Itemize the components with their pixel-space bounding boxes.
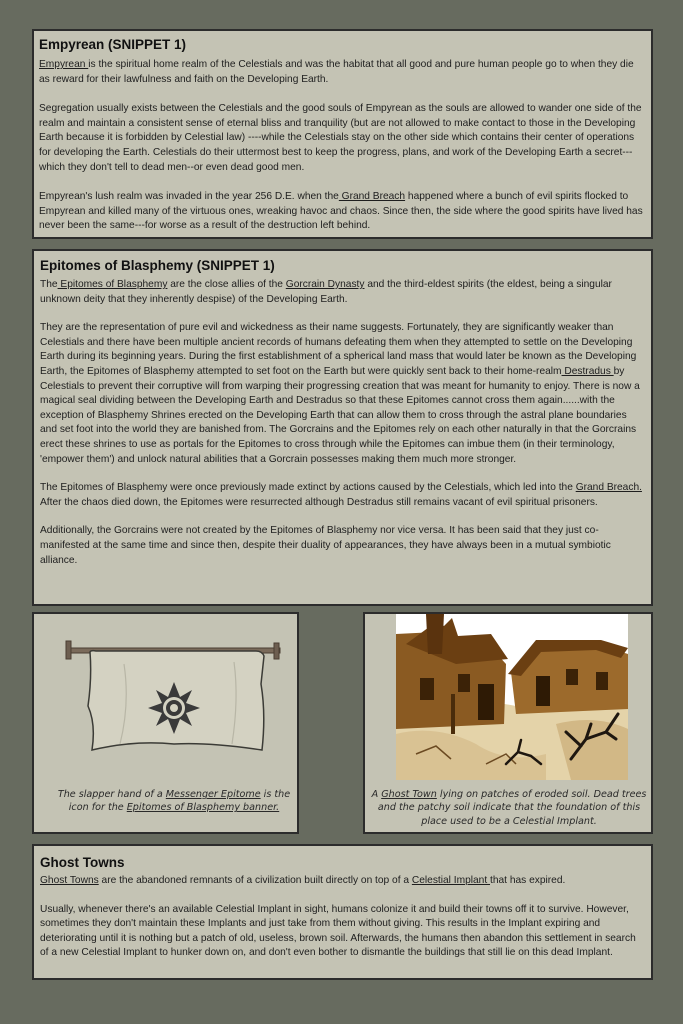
ghost-towns-paragraph-2: Usually, whenever there's an available Celestial Implant in sight, humans colonize it and build their towns off it to survive. However, sometimes they don't maintain these Implants and just take from them without giving. This results in the Implant expiring and deteriorating until it is nothing but a patch of old, useless, brown soil. Afterwards, the humans then abandon this settlement in search of a new Celestial Implant to hunker down on, and don't even bother to dismantle the buildings that still lie on this dead Implant. [40,903,636,959]
epitomes-paragraph-4: Additionally, the Gorcrains were not created by the Epitomes of Blasphemy nor vice versa. It has been said that they just co-manifested at the same time and since then, despite their duality of appearances, they have always been in a mutual symbiotic alliance. [40,525,611,566]
epitomes-paragraph-1: The Epitomes of Blasphemy are the close allies of the Gorcrain Dynasty and the third-eldest spirits (the eldest, being a singular unknown deity that they inherently despise) of the Developing Earth. [40,279,612,305]
ruin-door [536,676,550,706]
ghost-town-image-card [363,612,653,834]
banner-image-card [32,612,299,834]
banner-caption: The slapper hand of a Messenger Epitome is the icon for the Epitomes of Blasphemy banner. [57,789,291,814]
epitomes-of-blasphemy-link[interactable]: Epitomes of Blasphemy [57,279,168,290]
gorcrain-dynasty-link[interactable]: Gorcrain Dynasty [285,279,365,290]
epitomes-paragraph-2: They are the representation of pure evil and wickedness as their name suggests. Fortunately, they are significantly weaker than Celestials and there have been multiple ancient records of humans defeating them when they attempted to settle on the Developing Earth during its beginning years. During the first establishment of a spherical land mass that would later be known as the Developing Earth, the Epitomes of Blasphemy attempted to set foot on the Earth but were quickly sent back to their home-realm Destradus by Celestials to prevent their corruptive will from warping their progressing creation that was meant for humanity to enjoy. There is now a magical seal dividing between the Developing Earth and Destradus so that these Epitomes cannot cross them again......with the exception of Blasphemy Shrines erected on the Developing Earth that can allow them to cross through the astral plane boundaries and set foot into the world they are banished from. The Gorcrains and the Epitomes rely on each other naturally in that the Gorcrains erect these shrines to use as portals for the Epitomes to cross through while the Epitomes can imbue them (in their terminology, 'empower them') and unlock natural abilities that a Gorcrain possesses making them much more stronger. [40,322,640,465]
epitomes-banner-link[interactable]: Epitomes of Blasphemy banner. [126,802,280,814]
ruin-window [420,678,434,700]
grand-breach-link[interactable]: Grand Breach [338,191,406,203]
ruin-window [458,674,470,692]
grand-breach-link-2[interactable]: Grand Breach. [575,482,642,494]
epitomes-paragraph-3: The Epitomes of Blasphemy were once previously made extinct by actions caused by the Celestials, which led into the Grand Breach. After the chaos died down, the Epitomes were resurrected although Destradus still remains vacant of evil spiritual prisoners. [40,482,642,508]
empyrean-paragraph-3: Empyrean's lush realm was invaded in the year 256 D.E. when the Grand Breach happened where a bunch of evil spirits flocked to Empyrean and killed many of the virtuous ones, wreaking havoc and chaos. Since then, the side where the good spirits have lived has never been the same---for worse as a result of the destruction left behind. [39,191,643,232]
empyrean-title: Empyrean (SNIPPET 1) [39,37,187,52]
ruin-tower [426,614,444,654]
ghost-town-link[interactable]: Ghost Town [381,789,437,800]
destradus-link[interactable]: Destradus [561,365,614,377]
messenger-epitome-link[interactable]: Messenger Epitome [165,789,261,800]
ruin-door [478,684,494,720]
ghost-town-caption: A Ghost Town lying on patches of eroded soil. Dead trees and the patchy soil indicate that the foundation of this place used to be a Celestial Implant. [371,789,647,827]
ruin-window [566,669,578,685]
empyrean-paragraph-2: Segregation usually exists between the Celestials and the good souls of Empyrean as the souls are allowed to wander one side of the realm and maintain a consistent sense of eternal bliss and tranquility (but are not allowed to make contact to those in the Developing Earth because it is forbidden by Celestial law) ----while the Celestials stay on the other side which contains their center of operations for developing the Earth. Celestials do their uttermost best to keep the progress, plans, and work of the Developing Earth a secret---which they don't tell to dead men--or even dead good men. [39,103,642,173]
celestial-implant-link[interactable]: Celestial Implant [411,875,491,886]
banner-pole-cap-left [66,641,71,659]
epitomes-section [32,249,653,606]
ghost-towns-link[interactable]: Ghost Towns [40,875,99,886]
ruin-window [596,672,608,690]
ghost-towns-paragraph-1: Ghost Towns are the abandoned remnants of a civilization built directly on top of a Celestial Implant that has expired. [40,875,566,886]
ghost-towns-title: Ghost Towns [40,855,125,870]
banner-pole-cap-right [274,643,279,659]
empyrean-section [32,29,653,239]
empyrean-paragraph-1: Empyrean is the spiritual home realm of the Celestials and was the habitat that all good and pure human people go to when they die as reward for their lawfulness and faith on the Developing Earth. [39,59,634,85]
epitomes-title: Epitomes of Blasphemy (SNIPPET 1) [40,258,275,273]
empyrean-link[interactable]: Empyrean [39,59,89,70]
ghost-towns-section [32,844,653,980]
blasphemy-banner-illustration [34,614,297,764]
ghost-town-illustration [396,614,628,780]
ruin-post [451,694,455,734]
